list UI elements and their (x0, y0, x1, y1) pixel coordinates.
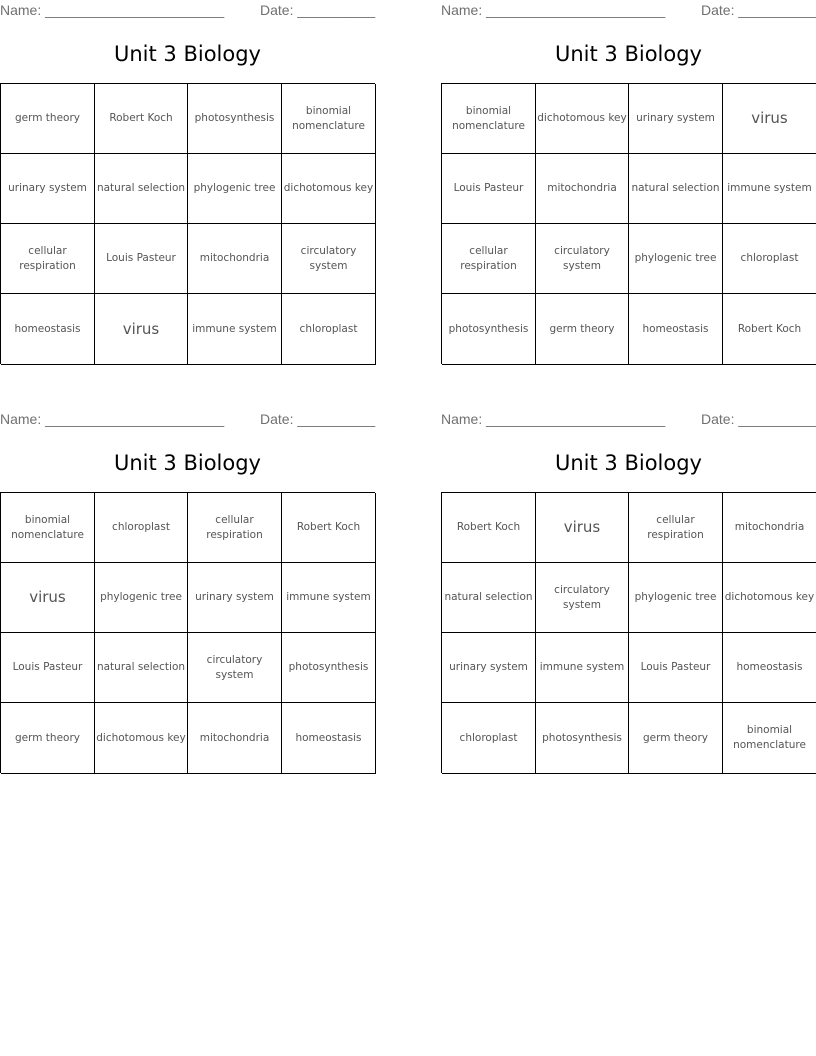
bingo-cell: binomial nomenclature (1, 493, 95, 563)
bingo-cell: photosynthesis (536, 703, 629, 774)
bingo-cell: circulatory system (536, 563, 629, 633)
bingo-cell: Robert Koch (95, 84, 188, 154)
date-field[interactable]: Date: __________ (260, 2, 376, 18)
bingo-cell: homeostasis (282, 703, 376, 774)
bingo-cell: phylogenic tree (629, 563, 723, 633)
bingo-cell: natural selection (95, 633, 188, 703)
date-field[interactable]: Date: __________ (260, 411, 376, 427)
card-title: Unit 3 Biology (114, 451, 261, 475)
card-title: Unit 3 Biology (114, 42, 261, 66)
bingo-cell: mitochondria (188, 224, 282, 294)
bingo-cell: circulatory system (282, 224, 376, 294)
name-field[interactable]: Name: _______________________ (441, 411, 666, 427)
bingo-cell: virus (723, 84, 816, 154)
bingo-cell: dichotomous key (95, 703, 188, 774)
bingo-cell: cellular respiration (188, 493, 282, 563)
bingo-cell: virus (1, 563, 95, 633)
bingo-cell: photosynthesis (442, 294, 536, 365)
bingo-cell: circulatory system (188, 633, 282, 703)
name-field[interactable]: Name: _______________________ (0, 2, 225, 18)
bingo-cell: mitochondria (188, 703, 282, 774)
name-field[interactable]: Name: _______________________ (0, 411, 225, 427)
bingo-cell: natural selection (442, 563, 536, 633)
bingo-cell: photosynthesis (188, 84, 282, 154)
bingo-cell: dichotomous key (723, 563, 816, 633)
bingo-cell: photosynthesis (282, 633, 376, 703)
date-field[interactable]: Date: __________ (701, 411, 816, 427)
bingo-cell: dichotomous key (282, 154, 376, 224)
date-field[interactable]: Date: __________ (701, 2, 816, 18)
card-header (441, 0, 816, 22)
bingo-cell: urinary system (629, 84, 723, 154)
bingo-card-3 (0, 409, 376, 744)
bingo-cell: natural selection (95, 154, 188, 224)
bingo-cell: mitochondria (536, 154, 629, 224)
card-header (441, 409, 816, 431)
bingo-cell: Louis Pasteur (1, 633, 95, 703)
bingo-cell: chloroplast (95, 493, 188, 563)
bingo-cell: virus (95, 294, 188, 365)
bingo-cell: homeostasis (1, 294, 95, 365)
bingo-cell: chloroplast (282, 294, 376, 365)
bingo-cell: chloroplast (723, 224, 816, 294)
bingo-cell: germ theory (536, 294, 629, 365)
bingo-grid (0, 492, 375, 773)
bingo-cell: chloroplast (442, 703, 536, 774)
name-field[interactable]: Name: _______________________ (441, 2, 666, 18)
bingo-cell: binomial nomenclature (282, 84, 376, 154)
bingo-cell: Louis Pasteur (442, 154, 536, 224)
bingo-cell: immune system (536, 633, 629, 703)
bingo-cell: germ theory (1, 84, 95, 154)
bingo-card-4 (441, 409, 816, 751)
bingo-cell: immune system (282, 563, 376, 633)
bingo-cell: Robert Koch (723, 294, 816, 365)
bingo-cell: virus (536, 493, 629, 563)
bingo-cell: immune system (188, 294, 282, 365)
bingo-grid (441, 492, 816, 773)
bingo-cell: cellular respiration (442, 224, 536, 294)
bingo-card-1 (0, 0, 376, 338)
card-header (0, 409, 375, 431)
bingo-cell: binomial nomenclature (442, 84, 536, 154)
bingo-cell: circulatory system (536, 224, 629, 294)
bingo-cell: binomial nomenclature (723, 703, 816, 774)
bingo-grid (441, 83, 816, 364)
bingo-cell: homeostasis (629, 294, 723, 365)
bingo-cell: germ theory (1, 703, 95, 774)
bingo-cell: phylogenic tree (629, 224, 723, 294)
bingo-cell: Louis Pasteur (95, 224, 188, 294)
bingo-cell: Robert Koch (282, 493, 376, 563)
bingo-cell: mitochondria (723, 493, 816, 563)
bingo-cell: Robert Koch (442, 493, 536, 563)
bingo-cell: cellular respiration (629, 493, 723, 563)
bingo-cell: dichotomous key (536, 84, 629, 154)
bingo-cell: homeostasis (723, 633, 816, 703)
bingo-cell: germ theory (629, 703, 723, 774)
card-title: Unit 3 Biology (555, 42, 702, 66)
bingo-cell: urinary system (442, 633, 536, 703)
bingo-cell: phylogenic tree (188, 154, 282, 224)
card-title: Unit 3 Biology (555, 451, 702, 475)
bingo-card-2 (441, 0, 816, 335)
card-header (0, 0, 375, 22)
bingo-cell: urinary system (1, 154, 95, 224)
bingo-cell: phylogenic tree (95, 563, 188, 633)
bingo-cell: immune system (723, 154, 816, 224)
bingo-cell: natural selection (629, 154, 723, 224)
bingo-cell: urinary system (188, 563, 282, 633)
bingo-cell: cellular respiration (1, 224, 95, 294)
bingo-cell: Louis Pasteur (629, 633, 723, 703)
bingo-grid (0, 83, 375, 364)
